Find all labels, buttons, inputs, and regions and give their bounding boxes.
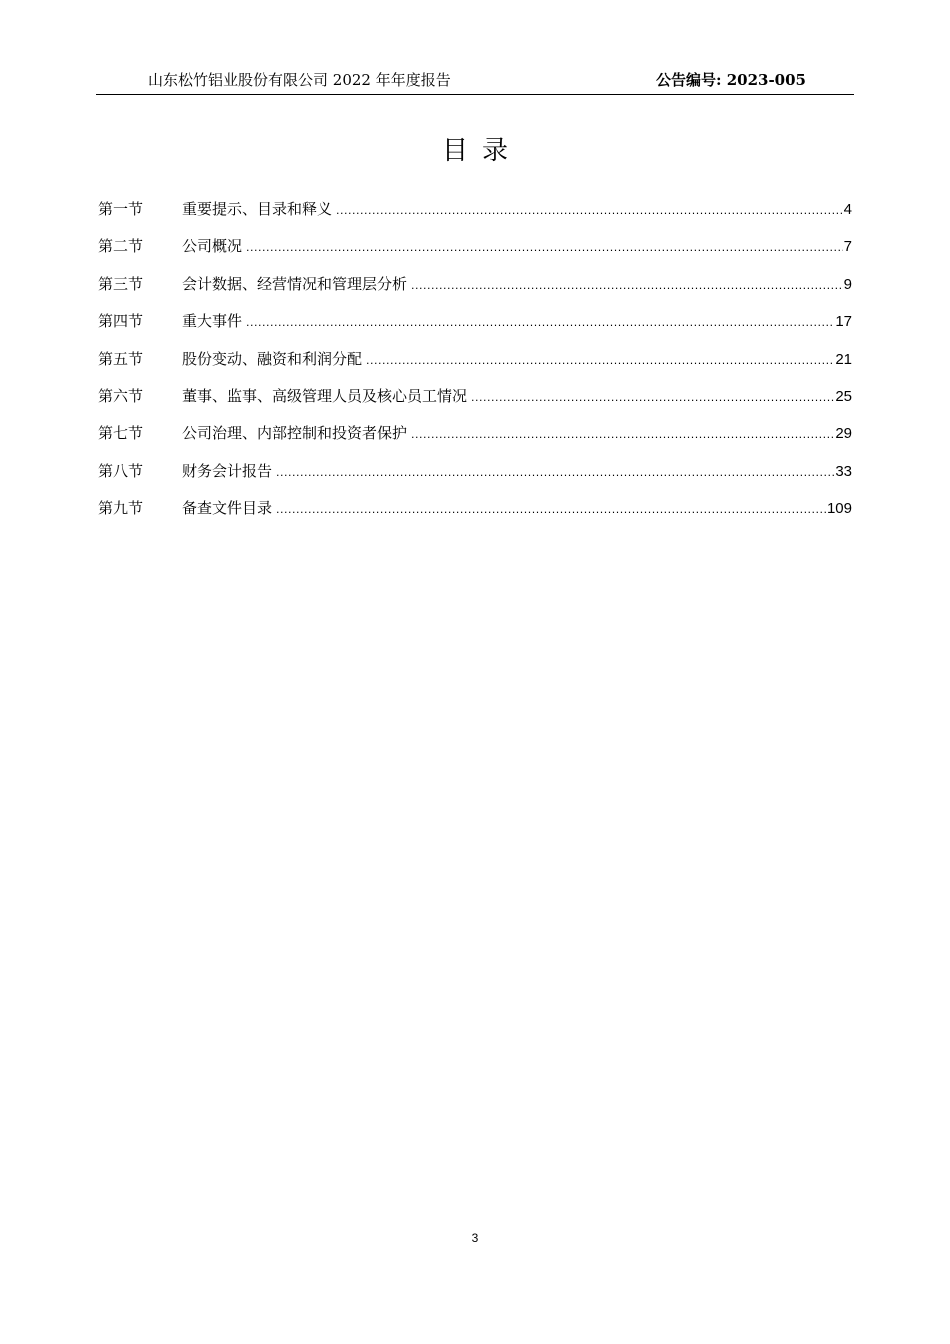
toc-page-number: 33 bbox=[835, 462, 852, 480]
toc-section-number: 第三节 bbox=[98, 274, 144, 293]
toc-section-title: 股份变动、融资和利润分配 bbox=[182, 349, 363, 368]
toc-page-number: 109 bbox=[826, 500, 852, 518]
toc-section-number: 第九节 bbox=[98, 499, 144, 518]
toc-leader bbox=[246, 236, 843, 260]
toc-page-number: 4 bbox=[843, 201, 852, 218]
toc-section-title: 会计数据、经营情况和管理层分析 bbox=[182, 274, 408, 293]
toc-page-number: 9 bbox=[843, 275, 852, 293]
toc-section-number: 第一节 bbox=[98, 200, 144, 218]
announcement-number: 公告编号: 2023-005 bbox=[655, 71, 806, 89]
toc-entry[interactable] bbox=[98, 197, 852, 234]
page-header bbox=[96, 64, 854, 95]
toc-page-number: 17 bbox=[835, 313, 852, 331]
toc-section-title: 备查文件目录 bbox=[182, 499, 273, 518]
toc-section-title: 公司概况 bbox=[182, 237, 243, 256]
toc-section-number: 第八节 bbox=[98, 461, 144, 480]
table-of-contents bbox=[98, 197, 852, 534]
toc-page-number: 29 bbox=[835, 425, 852, 443]
toc-section-number: 第四节 bbox=[98, 312, 144, 331]
toc-section-number: 第七节 bbox=[98, 424, 144, 443]
toc-entry[interactable] bbox=[98, 309, 852, 346]
toc-entry[interactable] bbox=[98, 384, 852, 421]
toc-leader bbox=[411, 423, 834, 447]
toc-section-title: 重要提示、目录和释义 bbox=[182, 200, 333, 218]
toc-section-title: 公司治理、内部控制和投资者保护 bbox=[182, 424, 408, 443]
toc-leader bbox=[276, 461, 834, 485]
toc-entry[interactable] bbox=[98, 421, 852, 458]
toc-section-title: 董事、监事、高级管理人员及核心员工情况 bbox=[182, 386, 468, 405]
toc-section-number: 第五节 bbox=[98, 349, 144, 368]
toc-section-title: 重大事件 bbox=[182, 312, 243, 331]
toc-page-number: 21 bbox=[835, 350, 852, 368]
toc-leader bbox=[246, 311, 834, 335]
toc-section-title: 财务会计报告 bbox=[182, 461, 273, 480]
report-title: 山东松竹铝业股份有限公司 2022 年年度报告 bbox=[148, 71, 451, 89]
toc-entry[interactable] bbox=[98, 234, 852, 271]
toc-entry[interactable] bbox=[98, 496, 852, 533]
toc-heading: 目录 bbox=[441, 136, 522, 166]
toc-leader bbox=[336, 199, 843, 223]
toc-leader bbox=[276, 498, 826, 522]
toc-leader bbox=[471, 386, 834, 410]
toc-leader bbox=[366, 349, 834, 373]
toc-page-number: 7 bbox=[843, 238, 852, 256]
page-number: 3 bbox=[471, 1231, 479, 1245]
toc-entry[interactable] bbox=[98, 347, 852, 384]
toc-page-number: 25 bbox=[835, 387, 852, 405]
toc-section-number: 第二节 bbox=[98, 237, 144, 256]
toc-leader bbox=[411, 274, 843, 298]
toc-section-number: 第六节 bbox=[98, 386, 144, 405]
toc-entry[interactable] bbox=[98, 272, 852, 309]
toc-entry[interactable] bbox=[98, 459, 852, 496]
